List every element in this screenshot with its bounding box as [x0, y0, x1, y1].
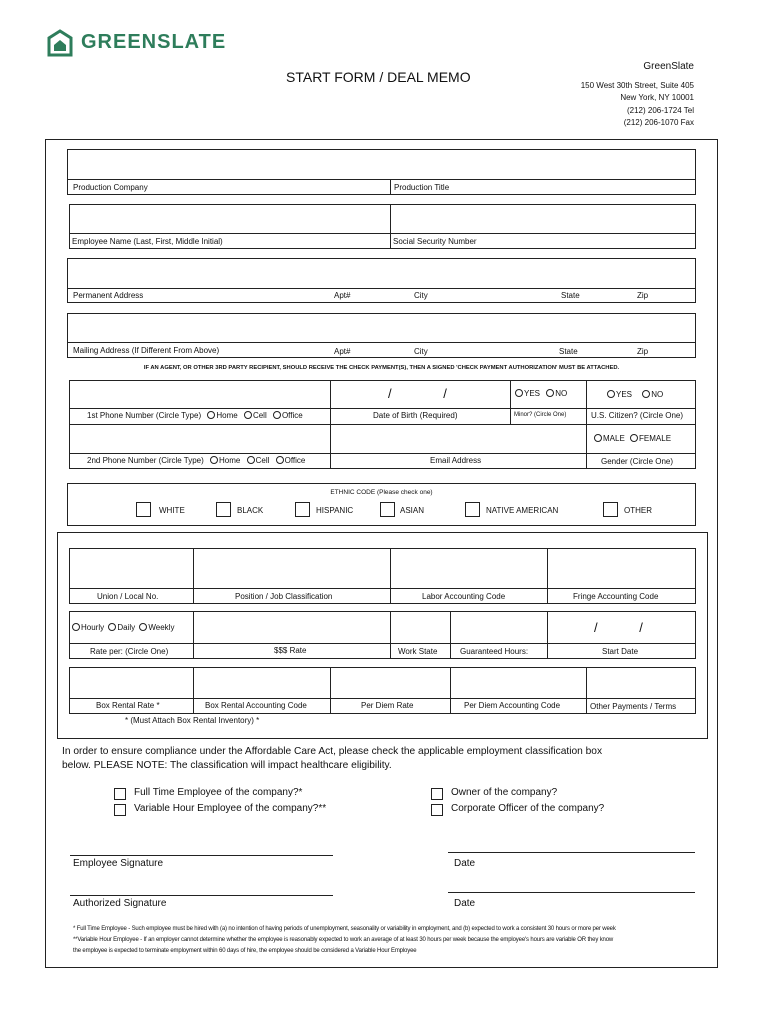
mail-city-label: City	[414, 347, 428, 356]
ethnic-other-label: OTHER	[624, 506, 652, 515]
ethnic-black-checkbox[interactable]	[216, 502, 231, 517]
phone2-cell-radio[interactable]	[247, 456, 255, 464]
ethnic-title: ETHNIC CODE (Please check one)	[330, 489, 433, 496]
logo-text: GREENSLATE	[81, 31, 227, 53]
rate-per-label: Rate per: (Circle One)	[90, 647, 169, 656]
authorized-date-line[interactable]	[448, 892, 695, 893]
other-payments-label: Other Payments / Terms	[590, 702, 677, 711]
minor-no-radio[interactable]	[546, 389, 554, 397]
footnote-variable-hour-cont: the employee is expected to terminate employment within 60 days of hire, the employee should be considered a Variable Hour Employee	[73, 948, 417, 954]
full-time-checkbox[interactable]	[114, 788, 126, 800]
corporate-officer-checkbox[interactable]	[431, 804, 443, 816]
phone2-text: 2nd Phone Number (Circle Type)	[87, 456, 204, 465]
fringe-code-label: Fringe Accounting Code	[573, 592, 659, 601]
agent-notice: IF AN AGENT, OR OTHER 3RD PARTY RECIPIENT, SHOULD RECEIVE THE CHECK PAYMENT(S), THEN A SIGNED 'CHECK PAYMENT AUTHORIZATION' MUST BE ATTACHED.	[143, 365, 620, 371]
footnote-variable-hour: **Variable Hour Employee - If an employer cannot determine whether the employee is reasonably expected to work an average of at least 30 hours per week because the employee's hours are variable OR they know	[73, 937, 614, 943]
phone-fax: (212) 206-1070 Fax	[623, 118, 694, 127]
phone2-home-radio[interactable]	[210, 456, 218, 464]
aca-intro-line-1: In order to ensure compliance under the Affordable Care Act, please check the applicable employment classification box	[62, 746, 603, 757]
per-diem-code-label: Per Diem Accounting Code	[464, 701, 561, 710]
ethnic-black-label: BLACK	[237, 506, 264, 515]
union-label: Union / Local No.	[97, 592, 159, 601]
gender-male-radio[interactable]	[594, 434, 602, 442]
phone1-home-label: Home	[216, 411, 238, 420]
owner-checkbox[interactable]	[431, 788, 443, 800]
mail-state-label: State	[559, 347, 578, 356]
footnote-full-time: * Full Time Employee - Such employee must be hired with (a) no intention of having periods of unemployment, seasonality or variability in employment, and (b) expected to work a consistent 30 hours or more per week	[73, 926, 616, 932]
aca-intro	[62, 745, 602, 773]
email-label: Email Address	[430, 456, 482, 465]
production-title-label: Production Title	[394, 183, 450, 192]
authorized-date-label: Date	[454, 898, 476, 909]
phone2-home-label: Home	[219, 456, 241, 465]
phone1-home-radio[interactable]	[207, 411, 215, 419]
permanent-address-label: Permanent Address	[73, 291, 144, 300]
authorized-signature-label: Authorized Signature	[73, 898, 167, 909]
perm-city-label: City	[414, 291, 428, 300]
perm-state-label: State	[561, 291, 580, 300]
dob-label: Date of Birth (Required)	[373, 411, 458, 420]
aca-intro-line-2: below. PLEASE NOTE: The classification will impact healthcare eligibility.	[62, 760, 392, 771]
start-date-label: Start Date	[602, 647, 639, 656]
perm-apt-label: Apt#	[334, 291, 351, 300]
per-diem-label: Per Diem Rate	[361, 701, 414, 710]
owner-label: Owner of the company?	[451, 787, 558, 798]
permanent-address-field[interactable]	[67, 258, 696, 303]
authorized-signature-line[interactable]	[70, 895, 333, 896]
mail-apt-label: Apt#	[334, 347, 351, 356]
phone1-cell-radio[interactable]	[244, 411, 252, 419]
employee-signature-label: Employee Signature	[73, 858, 164, 869]
phone2-office-radio[interactable]	[276, 456, 284, 464]
phone2-label	[87, 456, 305, 465]
citizen-yes-label: YES	[616, 390, 633, 399]
ssn-label: Social Security Number	[393, 237, 477, 246]
position-label: Position / Job Classification	[235, 592, 333, 601]
box-code-label: Box Rental Accounting Code	[205, 701, 307, 710]
form-title: START FORM / DEAL MEMO	[286, 69, 471, 85]
daily-radio[interactable]	[108, 623, 116, 631]
labor-code-label: Labor Accounting Code	[422, 592, 506, 601]
ethnic-native-american-label: NATIVE AMERICAN	[486, 506, 559, 515]
perm-zip-label: Zip	[637, 291, 649, 300]
citizen-options[interactable]	[607, 390, 663, 399]
ethnic-native-american-checkbox[interactable]	[465, 502, 480, 517]
rate-per-options[interactable]	[72, 623, 174, 632]
mail-zip-label: Zip	[637, 347, 649, 356]
employee-date-line[interactable]	[448, 852, 695, 853]
employee-date-label: Date	[454, 858, 476, 869]
box-rental-label: Box Rental Rate *	[96, 701, 160, 710]
hourly-label: Hourly	[81, 623, 105, 632]
footnotes	[73, 924, 703, 957]
ethnic-asian-label: ASIAN	[400, 506, 425, 515]
phone2-office-label: Office	[284, 456, 306, 465]
address-line-1: 150 West 30th Street, Suite 405	[580, 80, 694, 90]
greenslate-logo-icon	[47, 29, 73, 57]
rate-label: $$$ Rate	[274, 646, 307, 655]
company-name: GreenSlate	[643, 61, 694, 72]
guaranteed-hours-label: Guaranteed Hours:	[460, 647, 529, 656]
minor-yes-radio[interactable]	[515, 389, 523, 397]
phone1-office-radio[interactable]	[273, 411, 281, 419]
start-slashes: / /	[594, 620, 643, 635]
citizen-no-label: NO	[651, 390, 664, 399]
ethnic-white-label: WHITE	[159, 506, 185, 515]
gender-label: Gender (Circle One)	[601, 457, 674, 466]
minor-no-label: NO	[555, 389, 568, 398]
minor-yes-label: YES	[524, 389, 541, 398]
production-company-label: Production Company	[73, 183, 148, 192]
gender-female-radio[interactable]	[630, 434, 638, 442]
phone1-text: 1st Phone Number (Circle Type)	[87, 411, 202, 420]
address-line-2: New York, NY 10001	[620, 93, 694, 102]
gender-male-label: MALE	[603, 434, 625, 443]
corporate-officer-label: Corporate Officer of the company?	[451, 803, 605, 814]
phone2-cell-label: Cell	[255, 456, 270, 465]
citizen-label: U.S. Citizen? (Circle One)	[591, 411, 684, 420]
daily-label: Daily	[117, 623, 136, 632]
phone1-office-label: Office	[281, 411, 303, 420]
weekly-radio[interactable]	[139, 623, 147, 631]
hourly-radio[interactable]	[72, 623, 80, 631]
ethnic-white-checkbox[interactable]	[136, 502, 151, 517]
mailing-address-label: Mailing Address (If Different From Above)	[73, 346, 220, 355]
ethnic-hispanic-checkbox[interactable]	[295, 502, 310, 517]
employee-signature-line[interactable]	[70, 855, 333, 856]
citizen-yes-radio[interactable]	[607, 390, 615, 398]
ethnic-other-checkbox[interactable]	[603, 502, 618, 517]
gender-options[interactable]	[594, 434, 671, 443]
phone1-cell-label: Cell	[252, 411, 267, 420]
citizen-no-radio[interactable]	[642, 390, 650, 398]
box-rental-note: * (Must Attach Box Rental Inventory) *	[125, 716, 260, 725]
ethnic-asian-checkbox[interactable]	[380, 502, 395, 517]
company-address	[581, 61, 694, 130]
ethnic-hispanic-label: HISPANIC	[316, 506, 354, 515]
gender-female-label: FEMALE	[639, 434, 672, 443]
minor-label: Minor? (Circle One)	[514, 412, 567, 418]
variable-hour-checkbox[interactable]	[114, 804, 126, 816]
work-state-label: Work State	[398, 647, 438, 656]
logo	[47, 29, 237, 57]
weekly-label: Weekly	[148, 623, 175, 632]
minor-options[interactable]	[515, 389, 567, 398]
production-company-field[interactable]	[67, 149, 696, 195]
employee-name-label: Employee Name (Last, First, Middle Initial)	[72, 237, 223, 246]
phone-tel: (212) 206-1724 Tel	[626, 105, 694, 115]
dob-slashes: / /	[388, 386, 447, 401]
full-time-label: Full Time Employee of the company?*	[134, 787, 303, 798]
phone1-label	[87, 411, 303, 420]
variable-hour-label: Variable Hour Employee of the company?**	[134, 803, 327, 814]
